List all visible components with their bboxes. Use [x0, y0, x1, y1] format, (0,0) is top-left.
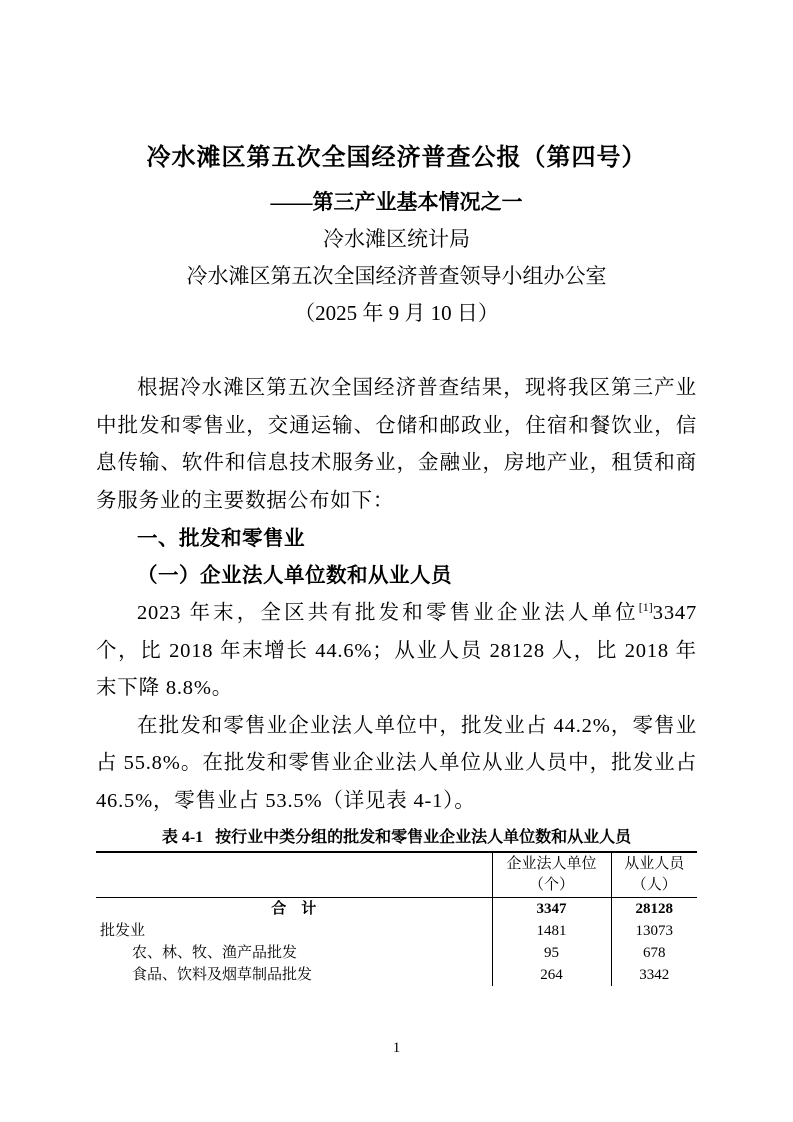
section-1-heading: 一、批发和零售业: [137, 527, 305, 550]
row-label: 食品、饮料及烟草制品批发: [96, 964, 492, 986]
header-cell-line: 企业法人单位: [506, 856, 597, 872]
row-employees-value: 28128: [635, 901, 673, 917]
units-employees-paragraph: [96, 595, 697, 708]
doc-title: 冷水滩区第五次全国经济普查公报（第四号）: [146, 145, 647, 171]
table-row: [96, 898, 697, 921]
header-cell-line: （人）: [631, 877, 677, 893]
header-cell-industry-empty: [96, 852, 492, 898]
table-row: [96, 942, 697, 964]
header-cell-employees: [611, 852, 697, 898]
header-cell-line: 从业人员: [624, 856, 685, 872]
table-caption: [96, 827, 697, 849]
intro-paragraph: 根据冷水滩区第五次全国经济普查结果，现将我区第三产业中批发和零售业，交通运输、仓储和邮政业，住宿和餐饮业，信息传输、软件和信息技术服务业，金融业，房地产业，租赁和商务服务业的主要数据公布如下：: [96, 377, 697, 512]
table-header-row: [96, 852, 697, 898]
table-body: [96, 898, 697, 987]
publish-date: （2025 年 9 月 10 日）: [294, 301, 499, 325]
paragraph-text: 2023 年末，全区共有批发和零售业企业法人单位: [137, 602, 639, 624]
row-label: 批发业: [96, 920, 492, 942]
table-row: [96, 920, 697, 942]
row-employees-value: 3342: [639, 967, 670, 983]
header-cell-line: （个）: [528, 877, 574, 893]
row-label: 农、林、牧、渔产品批发: [96, 942, 492, 964]
issuing-org-census-office: 冷水滩区第五次全国经济普查领导小组办公室: [186, 264, 607, 288]
row-legal-units-value: 264: [492, 964, 611, 986]
page-number: 1: [392, 1040, 401, 1056]
doc-subtitle: ——第三产业基本情况之一: [270, 190, 523, 214]
row-legal-units-value: 95: [492, 942, 611, 964]
row-employees-value: 678: [643, 945, 666, 961]
row-legal-units-value: 3347: [492, 898, 611, 921]
row-legal-units-value: 1481: [492, 920, 611, 942]
paragraph-text: 3347 个，比 2018 年末增长 44.6%；从业人员 28128 人，比 2018 年末下降 8.8%。: [96, 602, 697, 699]
footnote-ref-1: [1]: [638, 600, 653, 615]
row-employees-value: 13073: [635, 923, 673, 939]
share-paragraph: 在批发和零售业企业法人单位中，批发业占 44.2%，零售业占 55.8%。在批发和零售业企业法人单位从业人员中，批发业占 46.5%，零售业占 53.5%（详见表 4-1）。: [96, 714, 697, 812]
table-caption-label: 表 4-1: [161, 829, 204, 846]
section-1-1-heading: （一）企业法人单位数和从业人员: [137, 564, 452, 587]
header-cell-legal-units: [492, 852, 611, 898]
row-label: 合 计: [96, 898, 492, 921]
table-caption-text: 按行业中类分组的批发和零售业企业法人单位数和从业人员: [215, 829, 632, 846]
issuing-org-statistics-bureau: 冷水滩区统计局: [323, 227, 470, 251]
document-body: [96, 370, 697, 986]
table-4-1: [96, 851, 697, 986]
table-row: [96, 964, 697, 986]
